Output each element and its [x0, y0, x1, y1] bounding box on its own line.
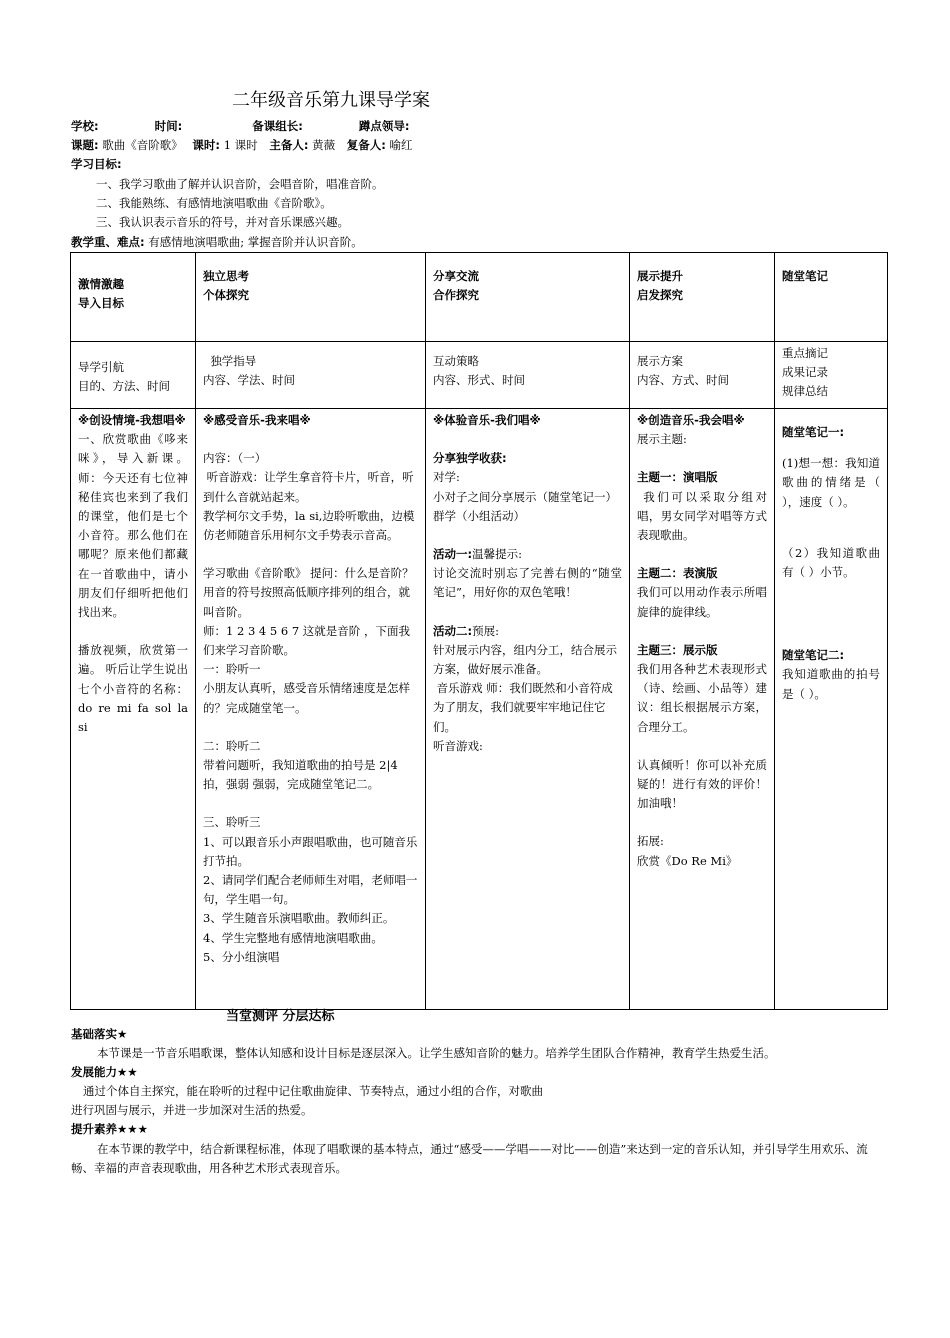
subheader-1-line-1: 导学引航 — [78, 360, 124, 374]
prep-value: 黄薇 — [312, 138, 336, 152]
col2-line: 一：聆听一 — [203, 662, 261, 677]
col4-theme-3-title: 主题三：展示版 — [637, 642, 718, 657]
col4-listen-text: 认真倾听！你可以补充质疑的！进行有效的评价！加油哦！ — [637, 757, 767, 811]
col4-theme-3-text: 我们用各种艺术表现形式（诗、绘画、小品等）建议：组长根据展示方案，合理分工。 — [637, 662, 767, 734]
subheader-5-line-2: 成果记录 — [782, 365, 828, 380]
header-cell-4 — [630, 253, 775, 342]
col3-share-line-3: 群学（小组活动） — [433, 508, 525, 523]
col3-activity-2-title-row — [433, 622, 622, 641]
header-4-line-2: 启发探究 — [637, 288, 683, 303]
col2-line: 小朋友认真听，感受音乐情绪速度是怎样的？完成随堂笔一。 — [203, 681, 410, 715]
subheader-cell-1 — [71, 342, 196, 409]
col5-note-1-question-1: (1)想一想：我知道歌曲的情绪是（ ），速度（ ）。 — [782, 456, 880, 509]
col2-line: 听音游戏：让学生拿音符卡片，听音，听到什么音就站起来。 — [203, 470, 414, 504]
group-leader-label: 备课组长: — [252, 119, 303, 133]
col2-heading: ※感受音乐-我来唱※ — [203, 413, 311, 427]
col2-line: 1、可以跟音乐小声跟唱歌曲，也可随音乐打节拍。 — [203, 834, 418, 868]
col5-note-1-question-2: （2）我知道歌曲有（ ）小节。 — [782, 545, 880, 580]
col2-line — [203, 718, 418, 737]
col1-paragraph-1: 一、欣赏歌曲《哆来咪》，导入新课。 师：今天还有七位神秘佳宾也来到了我们的课堂，他们是七个小音符。那么他们在哪呢？原来他们都藏在一首歌曲中，请小朋友们仔细听把他们找出来。 — [78, 432, 188, 620]
goal-1: 一、我学习歌曲了解并认识音阶，会唱音阶，唱准音阶。 — [96, 177, 384, 191]
col3-activity-2-listen: 听音游戏: — [433, 738, 483, 753]
basic-label: 基础落实★ — [71, 1027, 128, 1041]
key-label: 教学重、难点: — [71, 235, 145, 249]
col3-share-line-2: 小对子之间分享展示（随堂笔记一） — [433, 489, 617, 504]
lesson-plan-table — [70, 252, 888, 1010]
table-subheader-row — [71, 342, 888, 409]
header-4-line-1: 展示提升 — [637, 269, 683, 283]
subheader-5-line-3: 规律总结 — [782, 384, 828, 399]
subheader-cell-3 — [426, 342, 630, 409]
col4-theme-intro: 展示主题: — [637, 432, 687, 447]
body-cell-5 — [775, 409, 888, 1010]
school-label: 学校: — [71, 119, 99, 133]
subheader-5-line-1: 重点摘记 — [782, 346, 828, 360]
col5-note-2-question-1: 我知道歌曲的拍号是（ ）。 — [782, 667, 880, 701]
col3-heading: ※体验音乐-我们唱※ — [433, 413, 541, 427]
goal-3: 三、我认识表示音乐的符号，并对音乐课感兴趣。 — [96, 215, 349, 229]
col2-line: 3、学生随音乐演唱歌曲。教师纠正。 — [203, 911, 395, 926]
header-cell-1 — [71, 253, 196, 342]
topic-value: 歌曲《音阶歌》 — [102, 138, 183, 152]
assessment-title: 当堂测评 分层达标 — [226, 1009, 335, 1024]
improve-text: 在本节课的教学中，结合新课程标准，体现了唱歌课的基本特点，通过“感受——学唱——对比——创造”来达到一定的音乐认知，并引导学生用欢乐、流畅、幸福的声音表现歌曲，用各种艺术形式表现音乐。 — [71, 1142, 868, 1175]
col2-line: 教学柯尔文手势，la si,边聆听歌曲，边模仿老师随音乐用柯尔文手势表示音高。 — [203, 508, 415, 543]
col3-share-title: 分享独学收获: — [433, 451, 507, 466]
col4-extension-title: 拓展: — [637, 834, 664, 849]
col4-theme-1-text: 我们可以采取分组对唱，男女同学对唱等方式表现歌曲。 — [637, 489, 768, 543]
col1-paragraph-2: 播放视频，欣赏第一遍。 听后让学生说出七个小音符的名称：do re mi fa sol la si — [78, 643, 188, 735]
header-cell-5 — [775, 253, 888, 342]
header-cell-2 — [196, 253, 426, 342]
col4-theme-2-title: 主题二：表演版 — [637, 566, 718, 581]
col1-heading: ※创设情境-我想唱※ — [78, 413, 186, 427]
col2-line: 三、聆听三 — [203, 815, 261, 830]
table-header-row — [71, 253, 888, 342]
review-label: 复备人: — [346, 138, 386, 152]
subheader-3-line-2: 内容、形式、时间 — [433, 373, 525, 388]
col3-activity-2-text: 针对展示内容，组内分工，结合展示方案，做好展示准备。 — [433, 642, 617, 677]
header-3-line-1: 分享交流 — [433, 269, 479, 283]
subheader-cell-4 — [630, 342, 775, 409]
key-row — [71, 233, 363, 251]
header-5-line-1: 随堂笔记 — [782, 269, 828, 283]
col3-activity-1-title: 活动一: — [433, 547, 473, 562]
header-1-line-1: 激情激趣 — [78, 277, 124, 291]
subheader-4-line-1: 展示方案 — [637, 354, 683, 368]
prep-label: 主备人: — [269, 138, 309, 152]
topic-label: 课题: — [71, 138, 99, 152]
hours-value: 1 课时 — [223, 138, 258, 152]
body-cell-3 — [426, 409, 630, 1010]
col2-line: 2、请同学们配合老师师生对唱，老师唱一句，学生唱一句。 — [203, 873, 418, 907]
col2-line — [203, 430, 418, 449]
subheader-4-line-2: 内容、方式、时间 — [637, 373, 729, 388]
col3-activity-1-title-row — [433, 545, 622, 564]
subheader-2-line-1: 独学指导 — [203, 354, 257, 368]
col2-lines — [203, 430, 418, 967]
header-3-line-2: 合作探究 — [433, 288, 479, 303]
col3-activity-2-game: 音乐游戏 师：我们既然和小音符成为了朋友，我们就要牢牢地记住它们。 — [433, 681, 613, 734]
col3-share-line-1: 对学: — [433, 470, 460, 485]
goals-label: 学习目标: — [71, 157, 122, 171]
header-2-line-2: 个体探究 — [203, 288, 249, 303]
col5-note-2-title: 随堂笔记二: — [782, 648, 845, 663]
table-body-row — [71, 409, 888, 1010]
col2-line — [203, 545, 418, 564]
body-cell-4 — [630, 409, 775, 1010]
col3-activity-2-head: 预展: — [472, 623, 499, 638]
subheader-1-line-2: 目的、方法、时间 — [78, 379, 170, 394]
col2-line — [203, 794, 418, 813]
col2-line: 师：1 2 3 4 5 6 7 这就是音阶 ，下面我们来学习音阶歌。 — [203, 623, 410, 658]
subheader-3-line-1: 互动策略 — [433, 354, 479, 368]
col2-line: 4、学生完整地有感情地演唱歌曲。 — [203, 930, 383, 945]
supervisor-label: 蹲点领导: — [358, 119, 410, 133]
subheader-cell-2 — [196, 342, 426, 409]
col2-line: 二：聆听二 — [203, 738, 261, 753]
col3-activity-1-text: 讨论交流时别忘了完善右侧的“随堂笔记”，用好你的双色笔哦！ — [433, 566, 622, 600]
subheader-2-line-2: 内容、学法、时间 — [203, 373, 295, 388]
goal-2: 二、我能熟练、有感情地演唱歌曲《音阶歌》。 — [96, 196, 332, 210]
body-cell-2 — [196, 409, 426, 1010]
subheader-cell-5 — [775, 342, 888, 409]
col3-activity-2-title: 活动二: — [433, 623, 473, 638]
col4-extension-text: 欣赏《Do Re Mi》 — [637, 853, 738, 868]
develop-text-2: 进行巩固与展示，并进一步加深对生活的热爱。 — [71, 1103, 313, 1117]
page-title: 二年级音乐第九课导学案 — [232, 90, 430, 111]
improve-label: 提升素养★★★ — [71, 1122, 148, 1136]
body-cell-1 — [71, 409, 196, 1010]
header-2-line-1: 独立思考 — [203, 269, 249, 283]
col2-line: 带着问题听，我知道歌曲的拍号是 2|4 拍，强弱 强弱，完成随堂笔记二。 — [203, 758, 402, 792]
key-value: 有感情地演唱歌曲; 掌握音阶并认识音阶。 — [148, 235, 363, 249]
col5-note-1-title: 随堂笔记一: — [782, 425, 845, 439]
lesson-row — [71, 136, 413, 154]
meta-row — [71, 117, 410, 135]
hours-label: 课时: — [192, 138, 221, 152]
time-label: 时间: — [154, 119, 183, 133]
col3-activity-1-head: 温馨提示: — [472, 547, 522, 562]
develop-label: 发展能力★★ — [71, 1065, 138, 1079]
col4-heading: ※创造音乐-我会唱※ — [637, 413, 745, 427]
header-cell-3 — [426, 253, 630, 342]
review-value: 喻红 — [389, 138, 413, 152]
basic-text: 本节课是一节音乐唱歌课，整体认知感和设计目标是逐层深入。让学生感知音阶的魅力。培养学生团队合作精神，教育学生热爱生活。 — [97, 1046, 776, 1060]
col2-line: 内容：（一） — [203, 451, 267, 466]
col4-theme-1-title: 主题一：演唱版 — [637, 470, 718, 485]
header-1-line-2: 导入目标 — [78, 296, 124, 311]
col2-line: 学习歌曲《音阶歌》 提问：什么是音阶？用音的符号按照高低顺序排列的组合，就叫音阶。 — [203, 566, 414, 619]
col4-theme-2-text: 我们可以用动作表示所唱旋律的旋律线。 — [637, 585, 767, 619]
col2-line: 5、分小组演唱 — [203, 949, 280, 964]
develop-text-1: 通过个体自主探究，能在聆听的过程中记住歌曲旋律、节奏特点，通过小组的合作，对歌曲 — [83, 1084, 543, 1098]
